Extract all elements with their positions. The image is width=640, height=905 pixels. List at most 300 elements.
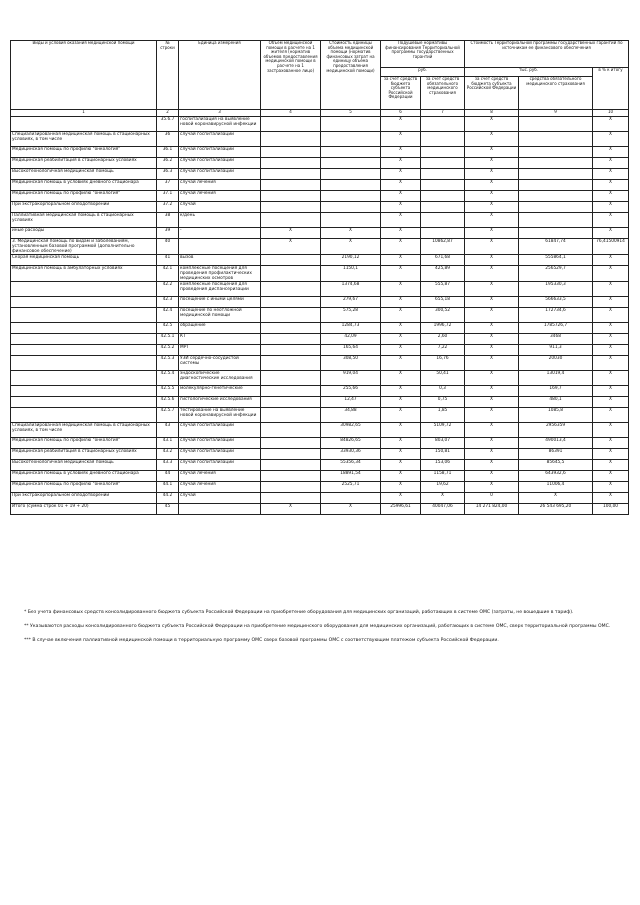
row-number: 42.5.6 bbox=[157, 397, 179, 408]
table-row bbox=[11, 228, 629, 239]
row-budget-total: X bbox=[465, 297, 519, 308]
header-volume: Объем медицинской помощи в расчете на 1 жителя (норматив объемов предоставления медицинской помощи в расчете на 1 застрахованное лицо) bbox=[261, 41, 321, 110]
row-volume bbox=[261, 493, 321, 504]
row-volume bbox=[261, 297, 321, 308]
header-oms-per-capita: за счет средств обязательного медицинского страхования bbox=[421, 77, 465, 110]
row-budget-total: X bbox=[465, 202, 519, 213]
row-budget-total: X bbox=[465, 482, 519, 493]
table-row bbox=[11, 345, 629, 356]
table-row bbox=[11, 504, 629, 515]
row-budget-per-capita: X bbox=[381, 297, 421, 308]
row-volume bbox=[261, 169, 321, 180]
row-percent: X bbox=[593, 438, 629, 449]
row-unit: случай госпитализации bbox=[179, 438, 261, 449]
row-percent: X bbox=[593, 228, 629, 239]
row-name: Медицинская помощь по профилю "онкология" bbox=[11, 438, 157, 449]
table-row bbox=[11, 471, 629, 482]
row-name bbox=[11, 323, 157, 334]
row-oms-total: X bbox=[519, 493, 593, 504]
row-budget-per-capita: X bbox=[381, 266, 421, 282]
row-budget-per-capita: X bbox=[381, 239, 421, 255]
row-oms-total: 26 543 695,20 bbox=[519, 504, 593, 515]
table-row bbox=[11, 493, 629, 504]
row-unit: случай лечения bbox=[179, 180, 261, 191]
row-number: 42.5.3 bbox=[157, 356, 179, 371]
row-oms-total: 643932,6 bbox=[519, 471, 593, 482]
row-percent: X bbox=[593, 180, 629, 191]
row-volume bbox=[261, 345, 321, 356]
row-oms-total bbox=[519, 169, 593, 180]
row-unit-cost: 575,28 bbox=[321, 308, 381, 323]
row-volume bbox=[261, 158, 321, 169]
row-budget-per-capita: X bbox=[381, 282, 421, 297]
row-unit-cost bbox=[321, 117, 381, 132]
table-row bbox=[11, 423, 629, 438]
row-unit: посещение по неотложной медицинской помощи bbox=[179, 308, 261, 323]
row-oms-per-capita: 0,3 bbox=[421, 386, 465, 397]
row-volume: X bbox=[261, 228, 321, 239]
row-name: Высокотехнологичная медицинская помощь bbox=[11, 169, 157, 180]
row-volume bbox=[261, 147, 321, 158]
row-unit: вызов bbox=[179, 255, 261, 266]
row-oms-per-capita bbox=[421, 228, 465, 239]
column-numbering-row bbox=[11, 110, 629, 117]
row-percent: X bbox=[593, 386, 629, 397]
row-budget-total: 14 271 824,00 bbox=[465, 504, 519, 515]
row-unit: случай госпитализации bbox=[179, 449, 261, 460]
row-budget-total: X bbox=[465, 117, 519, 132]
row-number: 35.6.7 bbox=[157, 117, 179, 132]
row-number: 42.3 bbox=[157, 297, 179, 308]
row-volume bbox=[261, 308, 321, 323]
row-unit: посещение с иными целями bbox=[179, 297, 261, 308]
row-budget-per-capita: X bbox=[381, 180, 421, 191]
row-budget-total: X bbox=[465, 282, 519, 297]
header-program-cost: Стоимость Территориальной программы государственных гарантий по источникам ее финансового обеспечения bbox=[465, 41, 629, 68]
row-budget-per-capita: X bbox=[381, 493, 421, 504]
row-unit-cost bbox=[321, 158, 381, 169]
footnotes bbox=[24, 608, 620, 650]
row-unit-cost bbox=[321, 493, 381, 504]
table-row bbox=[11, 239, 629, 255]
table-body bbox=[11, 117, 629, 515]
row-unit-cost: 255,66 bbox=[321, 386, 381, 397]
row-name: Высокотехнологичная медицинская помощь bbox=[11, 460, 157, 471]
footnote: *** В случае включения паллиативной медицинской помощи в территориальную программу ОМС сверх базовой программы ОМС с соответствующим платежом субъекта Российской Федерации. bbox=[24, 638, 499, 643]
row-unit: случай лечения bbox=[179, 471, 261, 482]
row-name bbox=[11, 386, 157, 397]
row-unit-cost: 919,04 bbox=[321, 371, 381, 386]
row-unit-cost: 30982,65 bbox=[321, 423, 381, 438]
row-unit: КТ bbox=[179, 334, 261, 345]
row-percent: X bbox=[593, 397, 629, 408]
row-volume bbox=[261, 371, 321, 386]
row-budget-per-capita: X bbox=[381, 334, 421, 345]
row-unit bbox=[179, 239, 261, 255]
row-oms-per-capita bbox=[421, 191, 465, 202]
row-number: 44.2 bbox=[157, 493, 179, 504]
row-volume bbox=[261, 180, 321, 191]
row-number: 42.5.5 bbox=[157, 386, 179, 397]
row-unit: госпитализация на выявление новой коронавирусной инфекции bbox=[179, 117, 261, 132]
header-unit: Единица измерения bbox=[179, 41, 261, 110]
row-volume bbox=[261, 334, 321, 345]
row-name: Медицинская помощь в условиях дневного стационара bbox=[11, 471, 157, 482]
row-oms-per-capita: 16,76 bbox=[421, 356, 465, 371]
row-budget-per-capita: X bbox=[381, 158, 421, 169]
row-oms-total: 11006,4 bbox=[519, 482, 593, 493]
row-volume: X bbox=[261, 504, 321, 515]
row-volume bbox=[261, 471, 321, 482]
row-percent: X bbox=[593, 169, 629, 180]
row-percent: 100,00 bbox=[593, 504, 629, 515]
row-name bbox=[11, 371, 157, 386]
row-unit: обращение bbox=[179, 323, 261, 334]
row-budget-per-capita: X bbox=[381, 482, 421, 493]
row-budget-per-capita: X bbox=[381, 386, 421, 397]
row-budget-total: X bbox=[465, 356, 519, 371]
table-row bbox=[11, 371, 629, 386]
row-name: иные расходы bbox=[11, 228, 157, 239]
row-oms-total: 555864,1 bbox=[519, 255, 593, 266]
row-oms-total: 13019,4 bbox=[519, 371, 593, 386]
header-budget-per-capita: за счет средств бюджета субъекта Российской Федерации bbox=[381, 77, 421, 110]
column-number: 6 bbox=[381, 110, 421, 117]
row-budget-total: X bbox=[465, 397, 519, 408]
row-oms-per-capita: 425,89 bbox=[421, 266, 465, 282]
row-oms-per-capita: 50,41 bbox=[421, 371, 465, 386]
row-budget-total: X bbox=[465, 334, 519, 345]
column-number: 5 bbox=[321, 110, 381, 117]
row-budget-total: X bbox=[465, 386, 519, 397]
row-volume bbox=[261, 460, 321, 471]
row-oms-total bbox=[519, 228, 593, 239]
column-number: 2 bbox=[157, 110, 179, 117]
row-name bbox=[11, 117, 157, 132]
table-row bbox=[11, 386, 629, 397]
row-number: 42.5.7 bbox=[157, 408, 179, 423]
row-oms-total bbox=[519, 132, 593, 147]
row-volume: X bbox=[261, 239, 321, 255]
row-oms-per-capita: 19,62 bbox=[421, 482, 465, 493]
row-number: 42.5 bbox=[157, 323, 179, 334]
row-percent: X bbox=[593, 266, 629, 282]
row-oms-per-capita: 1,85 bbox=[421, 408, 465, 423]
row-unit-cost bbox=[321, 180, 381, 191]
row-percent: X bbox=[593, 202, 629, 213]
row-oms-per-capita bbox=[421, 213, 465, 228]
row-oms-per-capita: 300,52 bbox=[421, 308, 465, 323]
header-row-number: № строки bbox=[157, 41, 179, 110]
row-name bbox=[11, 408, 157, 423]
row-budget-per-capita: X bbox=[381, 460, 421, 471]
row-unit-cost: 279,67 bbox=[321, 297, 381, 308]
row-name: Паллиативная медицинская помощь в стационарных условиях bbox=[11, 213, 157, 228]
row-unit-cost: 12,47 bbox=[321, 397, 381, 408]
table-row bbox=[11, 449, 629, 460]
row-number: 36.2 bbox=[157, 158, 179, 169]
row-oms-total: 169,7 bbox=[519, 386, 593, 397]
table-row bbox=[11, 213, 629, 228]
table-row bbox=[11, 117, 629, 132]
header-unit-cost: Стоимость единицы объема медицинской помощи (норматив финансовых затрат на единицу объема предоставления медицинской помощи) bbox=[321, 41, 381, 110]
row-volume bbox=[261, 282, 321, 297]
row-volume bbox=[261, 117, 321, 132]
row-unit: тестирование на выявление новой коронавирусной инфекции bbox=[179, 408, 261, 423]
row-budget-total: X bbox=[465, 345, 519, 356]
row-percent: X bbox=[593, 282, 629, 297]
table-row bbox=[11, 180, 629, 191]
row-oms-per-capita: 555,87 bbox=[421, 282, 465, 297]
row-oms-total: 61847,74 bbox=[519, 239, 593, 255]
header-unit-rub: руб. bbox=[381, 68, 465, 77]
row-unit: эндоскопические диагностические исследования bbox=[179, 371, 261, 386]
row-name: Итого (сумма строк 01 + 19 + 20) bbox=[11, 504, 157, 515]
row-budget-per-capita: X bbox=[381, 255, 421, 266]
row-unit: комплексные посещения для проведения профилактических медицинских осмотров bbox=[179, 266, 261, 282]
row-number: 42.5.2 bbox=[157, 345, 179, 356]
table-row bbox=[11, 255, 629, 266]
row-percent: X bbox=[593, 323, 629, 334]
table-row bbox=[11, 158, 629, 169]
row-budget-per-capita: X bbox=[381, 371, 421, 386]
row-unit-cost bbox=[321, 169, 381, 180]
header-row bbox=[11, 41, 629, 68]
row-oms-per-capita: 2,60 bbox=[421, 334, 465, 345]
row-volume bbox=[261, 202, 321, 213]
row-name: При экстракорпоральном оплодотворении bbox=[11, 202, 157, 213]
row-percent: X bbox=[593, 371, 629, 386]
row-percent: X bbox=[593, 255, 629, 266]
column-number: 4 bbox=[261, 110, 321, 117]
row-budget-total: X bbox=[465, 228, 519, 239]
row-number: 44.1 bbox=[157, 482, 179, 493]
row-number: 36.1 bbox=[157, 147, 179, 158]
table-row bbox=[11, 169, 629, 180]
row-unit-cost: 84826,65 bbox=[321, 438, 381, 449]
row-unit-cost: 42,09 bbox=[321, 334, 381, 345]
row-volume bbox=[261, 423, 321, 438]
row-budget-total: X bbox=[465, 323, 519, 334]
row-number: 36.3 bbox=[157, 169, 179, 180]
row-name: Медицинская реабилитация в стационарных условиях bbox=[11, 158, 157, 169]
row-oms-total: 566633,5 bbox=[519, 297, 593, 308]
row-volume bbox=[261, 408, 321, 423]
row-budget-per-capita: X bbox=[381, 471, 421, 482]
row-percent: X bbox=[593, 493, 629, 504]
row-unit-cost: 165,64 bbox=[321, 345, 381, 356]
row-volume bbox=[261, 191, 321, 202]
row-percent: X bbox=[593, 132, 629, 147]
row-budget-total: X bbox=[465, 239, 519, 255]
table-row bbox=[11, 282, 629, 297]
row-unit-cost: 33930,36 bbox=[321, 449, 381, 460]
row-oms-total: 172734,6 bbox=[519, 308, 593, 323]
row-unit-cost: 18891,54 bbox=[321, 471, 381, 482]
row-budget-total: X bbox=[465, 266, 519, 282]
row-unit-cost: 34,88 bbox=[321, 408, 381, 423]
row-budget-per-capita: X bbox=[381, 397, 421, 408]
row-unit-cost: 2525,71 bbox=[321, 482, 381, 493]
row-percent: X bbox=[593, 117, 629, 132]
row-percent: X bbox=[593, 408, 629, 423]
row-name bbox=[11, 397, 157, 408]
row-budget-per-capita: X bbox=[381, 323, 421, 334]
row-oms-total bbox=[519, 158, 593, 169]
table-row bbox=[11, 191, 629, 202]
row-unit-cost bbox=[321, 191, 381, 202]
table-row bbox=[11, 266, 629, 282]
row-number: 37.2 bbox=[157, 202, 179, 213]
row-volume bbox=[261, 438, 321, 449]
row-number: 37 bbox=[157, 180, 179, 191]
row-volume bbox=[261, 255, 321, 266]
row-budget-per-capita: X bbox=[381, 423, 421, 438]
row-name bbox=[11, 297, 157, 308]
row-oms-per-capita: 40047,06 bbox=[421, 504, 465, 515]
row-budget-total: X bbox=[465, 147, 519, 158]
row-number: 42.5.1 bbox=[157, 334, 179, 345]
row-budget-per-capita: 25996,61 bbox=[381, 504, 421, 515]
row-number: 41 bbox=[157, 255, 179, 266]
row-volume bbox=[261, 482, 321, 493]
program-cost-table bbox=[10, 40, 629, 515]
row-number: 43.1 bbox=[157, 438, 179, 449]
row-unit-cost bbox=[321, 202, 381, 213]
row-volume bbox=[261, 449, 321, 460]
row-budget-per-capita: X bbox=[381, 132, 421, 147]
row-oms-per-capita bbox=[421, 132, 465, 147]
row-budget-total: X bbox=[465, 132, 519, 147]
row-unit: комплексные посещения для проведения диспансеризации bbox=[179, 282, 261, 297]
table-row bbox=[11, 482, 629, 493]
row-oms-per-capita bbox=[421, 147, 465, 158]
row-unit: случай госпитализации bbox=[179, 169, 261, 180]
row-percent: X bbox=[593, 297, 629, 308]
row-unit-cost: 1374,68 bbox=[321, 282, 381, 297]
row-name: Скорая медицинская помощь bbox=[11, 255, 157, 266]
row-oms-total: 195330,3 bbox=[519, 282, 593, 297]
row-name: Медицинская помощь по профилю "онкология" bbox=[11, 191, 157, 202]
row-name bbox=[11, 308, 157, 323]
row-unit-cost: 308,50 bbox=[321, 356, 381, 371]
table-row bbox=[11, 132, 629, 147]
row-budget-total: X bbox=[465, 213, 519, 228]
row-unit-cost bbox=[321, 132, 381, 147]
row-percent: X bbox=[593, 158, 629, 169]
row-budget-per-capita: X bbox=[381, 147, 421, 158]
row-oms-per-capita: 1158,71 bbox=[421, 471, 465, 482]
row-oms-total: 1785726,7 bbox=[519, 323, 593, 334]
row-oms-total: 3468 bbox=[519, 334, 593, 345]
table-row bbox=[11, 323, 629, 334]
row-unit: МРТ bbox=[179, 345, 261, 356]
row-oms-total: 1085,8 bbox=[519, 408, 593, 423]
row-unit-cost: X bbox=[321, 504, 381, 515]
row-oms-total: 256529,7 bbox=[519, 266, 593, 282]
row-name: Медицинская реабилитация в стационарных условиях bbox=[11, 449, 157, 460]
row-oms-total: 911,3 bbox=[519, 345, 593, 356]
row-percent: X bbox=[593, 356, 629, 371]
row-number: 43 bbox=[157, 423, 179, 438]
row-oms-per-capita: 803,07 bbox=[421, 438, 465, 449]
row-name bbox=[11, 356, 157, 371]
table-sheet bbox=[10, 40, 628, 515]
row-oms-total: 490013,4 bbox=[519, 438, 593, 449]
header-per-capita: Подушевые нормативы финансирования Территориальной программы государственных гарантий bbox=[381, 41, 465, 68]
row-oms-total bbox=[519, 147, 593, 158]
row-oms-total bbox=[519, 213, 593, 228]
footnote: * Без учета финансовых средств консолидированного бюджета субъекта Российской Федерации на приобретение оборудования для медицинских организаций, работающих в системе ОМС (затраты, не вошедшие в тариф). bbox=[24, 610, 574, 615]
row-percent: X bbox=[593, 191, 629, 202]
row-budget-total: X bbox=[465, 158, 519, 169]
row-budget-per-capita: X bbox=[381, 191, 421, 202]
row-unit-cost: 1284,73 bbox=[321, 323, 381, 334]
column-number: 7 bbox=[421, 110, 465, 117]
header-oms-total: средства обязательного медицинского страхования bbox=[519, 77, 593, 110]
row-name bbox=[11, 334, 157, 345]
table-row bbox=[11, 202, 629, 213]
row-unit: случай bbox=[179, 202, 261, 213]
column-number: 9 bbox=[519, 110, 593, 117]
column-number: 10 bbox=[593, 110, 629, 117]
row-unit: случай лечения bbox=[179, 482, 261, 493]
row-budget-per-capita: X bbox=[381, 169, 421, 180]
column-number: 8 bbox=[465, 110, 519, 117]
row-budget-total: X bbox=[465, 371, 519, 386]
row-unit: гистологические исследования bbox=[179, 397, 261, 408]
row-number: 42.5.4 bbox=[157, 371, 179, 386]
column-number: 1 bbox=[11, 110, 157, 117]
header-type: Виды и условия оказания медицинской помощи bbox=[11, 41, 157, 110]
row-oms-per-capita: 655,18 bbox=[421, 297, 465, 308]
row-name: Медицинская помощь по профилю "онкология" bbox=[11, 147, 157, 158]
row-oms-total bbox=[519, 117, 593, 132]
row-number: 38 bbox=[157, 213, 179, 228]
row-oms-total bbox=[519, 191, 593, 202]
row-name: Медицинская помощь по профилю "онкология" bbox=[11, 482, 157, 493]
row-volume bbox=[261, 266, 321, 282]
row-budget-per-capita: X bbox=[381, 117, 421, 132]
row-oms-per-capita: 7,22 bbox=[421, 345, 465, 356]
table-row bbox=[11, 397, 629, 408]
row-unit: к/день bbox=[179, 213, 261, 228]
row-volume bbox=[261, 213, 321, 228]
header-budget-total: за счет средств бюджета субъекта Российской Федерации bbox=[465, 77, 519, 110]
row-oms-per-capita: X bbox=[421, 493, 465, 504]
row-percent: X bbox=[593, 213, 629, 228]
row-budget-total: X bbox=[465, 191, 519, 202]
row-unit: молекулярно-генетические bbox=[179, 386, 261, 397]
row-unit: случай госпитализации bbox=[179, 147, 261, 158]
row-unit: случай госпитализации bbox=[179, 132, 261, 147]
table-row bbox=[11, 308, 629, 323]
row-budget-total: X bbox=[465, 423, 519, 438]
row-oms-per-capita: 0,75 bbox=[421, 397, 465, 408]
row-name: Специализированная медицинская помощь в стационарных условиях, в том числе bbox=[11, 132, 157, 147]
row-oms-total: 85645,5 bbox=[519, 460, 593, 471]
row-percent: X bbox=[593, 460, 629, 471]
row-percent: X bbox=[593, 334, 629, 345]
row-unit: случай госпитализации bbox=[179, 423, 261, 438]
row-name: При экстракорпоральном оплодотворении bbox=[11, 493, 157, 504]
row-budget-per-capita: X bbox=[381, 438, 421, 449]
footnote: ** Указываются расходы консолидированного бюджета субъекта Российской Федерации на приобретение медицинского оборудования для медицинских организаций, работающих в системе ОМС, сверх территориальной программы ОМС. bbox=[24, 624, 611, 629]
row-budget-total: X bbox=[465, 255, 519, 266]
table-row bbox=[11, 297, 629, 308]
row-oms-total: 480,1 bbox=[519, 397, 593, 408]
row-oms-per-capita bbox=[421, 117, 465, 132]
